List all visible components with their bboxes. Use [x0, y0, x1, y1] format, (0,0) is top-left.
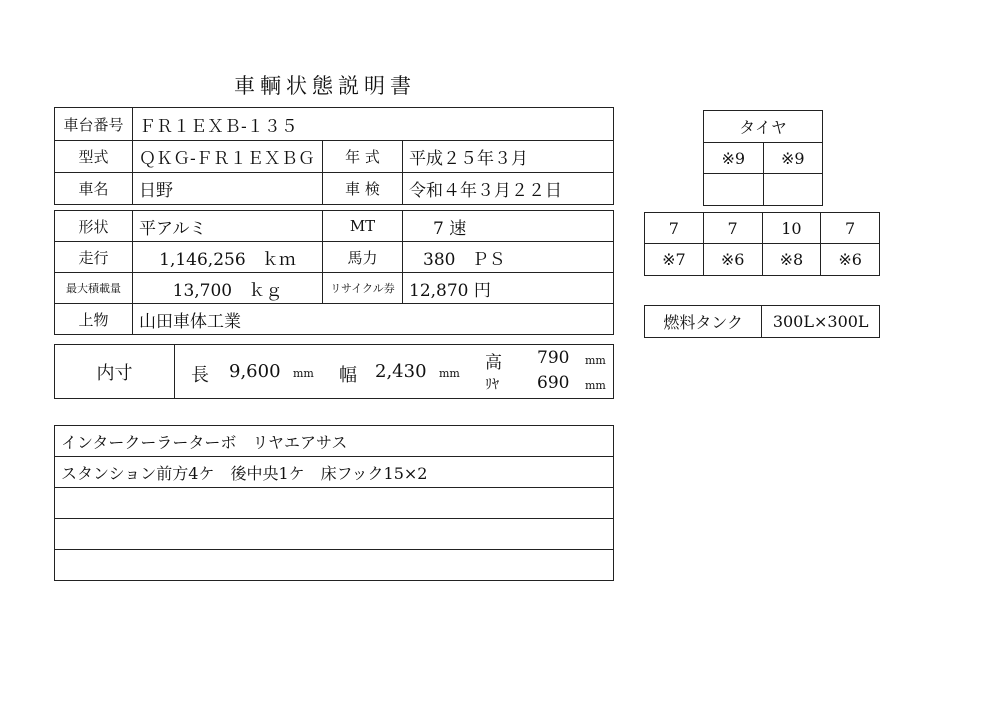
front-tire-table	[703, 110, 823, 206]
length-value: 9,600	[229, 360, 281, 382]
power-unit: ＰＳ	[471, 249, 506, 270]
spec-table	[54, 210, 614, 335]
mileage-unit: ｋｍ	[261, 249, 296, 270]
mileage-label: 走行	[55, 242, 133, 273]
height-unit: mm	[585, 353, 606, 367]
note-line: スタンション前方4ケ 後中央1ケ 床フック15×2	[55, 457, 614, 488]
rear-tire-mark: ※8	[762, 244, 821, 276]
notes-table	[54, 425, 614, 581]
load-value: 13,700	[172, 280, 233, 301]
width-value: 2,430	[375, 360, 427, 382]
body-label: 上物	[55, 304, 133, 335]
load-unit: ｋｇ	[248, 280, 283, 301]
rear-tire-mark: ※7	[645, 244, 704, 276]
rear-value: 690	[537, 372, 570, 393]
model-label: 型式	[55, 141, 133, 173]
name-value: 日野	[133, 173, 323, 205]
chassis-label: 車台番号	[55, 108, 133, 141]
rear-tire-table	[644, 212, 880, 276]
rear-tire-mark: ※6	[703, 244, 762, 276]
power-value: 380	[423, 249, 456, 270]
year-value: 平成２５年３月	[403, 141, 614, 173]
dimensions-table	[54, 344, 614, 399]
inspection-label: 車 検	[323, 173, 403, 205]
page-title: 車輌状態説明書	[234, 74, 416, 98]
dims-label: 内寸	[55, 345, 175, 399]
rear-unit: mm	[585, 378, 606, 392]
mt-label: MT	[323, 211, 403, 242]
width-unit: mm	[439, 366, 460, 380]
length-label: 長	[191, 364, 209, 386]
inspection-value: 令和４年３月２２日	[403, 173, 614, 205]
shape-value: 平アルミ	[133, 211, 323, 242]
chassis-value: ＦＲ１ＥＸＢ-１３５	[133, 108, 614, 141]
front-tire-mark: ※9	[704, 143, 764, 174]
length-unit: mm	[293, 366, 314, 380]
rear-tire-size: 7	[703, 213, 762, 244]
fuel-tank-table	[644, 305, 880, 338]
load-label: 最大積載量	[55, 273, 133, 304]
fuel-label: 燃料タンク	[645, 306, 762, 338]
model-value: ＱＫＧ-ＦＲ１ＥＸＢＧ	[133, 141, 323, 173]
mt-value: 7 速	[403, 211, 614, 242]
shape-label: 形状	[55, 211, 133, 242]
rear-tire-size: 7	[645, 213, 704, 244]
body-value: 山田車体工業	[133, 304, 614, 335]
tire-label: タイヤ	[704, 111, 823, 143]
front-tire-blank	[763, 174, 823, 206]
note-line: インタークーラーターボ リヤエアサス	[55, 426, 614, 457]
front-tire-blank	[704, 174, 764, 206]
rear-tire-size: 7	[821, 213, 880, 244]
rear-label: ﾘﾔ	[485, 376, 499, 393]
front-tire-mark: ※9	[763, 143, 823, 174]
year-label: 年 式	[323, 141, 403, 173]
height-value: 790	[537, 347, 570, 368]
rear-tire-mark: ※6	[821, 244, 880, 276]
recycle-value: 12,870 円	[403, 273, 614, 304]
width-label: 幅	[339, 364, 357, 386]
fuel-value: 300L×300L	[762, 306, 880, 338]
mileage-value: 1,146,256	[159, 249, 246, 270]
note-line	[55, 488, 614, 519]
note-line	[55, 550, 614, 581]
height-label: 高	[485, 352, 502, 373]
recycle-label: リサイクル券	[323, 273, 403, 304]
basic-info-table	[54, 107, 614, 205]
power-label: 馬力	[323, 242, 403, 273]
note-line	[55, 519, 614, 550]
rear-tire-size: 10	[762, 213, 821, 244]
name-label: 車名	[55, 173, 133, 205]
